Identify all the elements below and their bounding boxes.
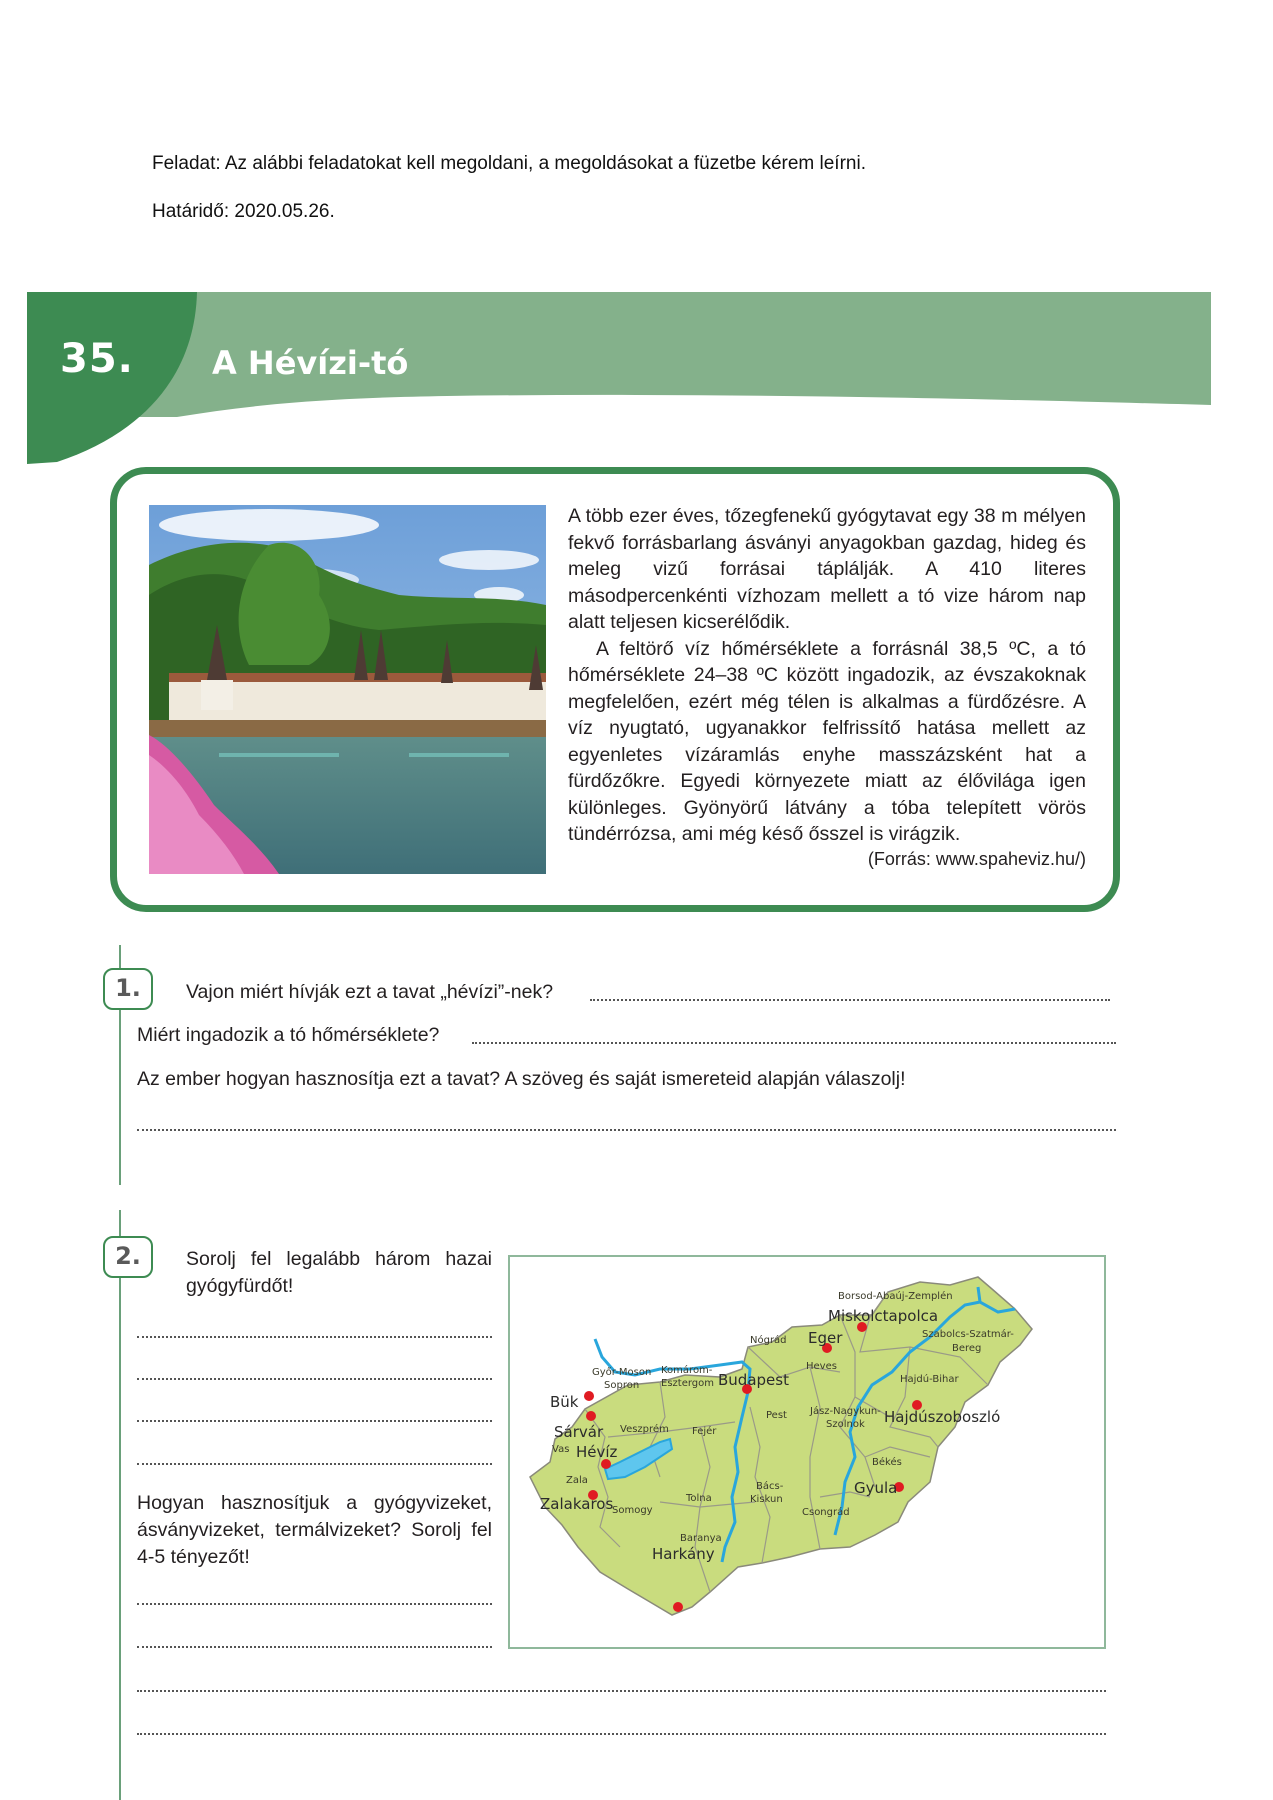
map-label-county: Borsod-Abaúj-Zemplén	[838, 1291, 953, 1302]
hungary-spa-map	[508, 1255, 1106, 1649]
map-label-county: Győr-Moson	[592, 1367, 652, 1378]
answer-line[interactable]	[137, 1420, 492, 1422]
lesson-banner	[27, 292, 1211, 467]
map-label-county: Szolnok	[826, 1419, 865, 1430]
map-label-county: Fejér	[692, 1426, 717, 1437]
map-label-county: Tolna	[686, 1493, 712, 1504]
map-label-county: Kiskun	[750, 1494, 783, 1505]
map-label-city: Sárvár	[554, 1423, 604, 1441]
answer-line[interactable]	[137, 1690, 1106, 1692]
map-label-county: Baranya	[680, 1533, 722, 1544]
exercise1-question2: Miért ingadozik a tó hőmérséklete?	[137, 1024, 440, 1046]
deadline: Határidő: 2020.05.26.	[152, 201, 335, 222]
exercise-number-badge: 2.	[103, 1236, 153, 1278]
banner-light-band	[27, 292, 1211, 417]
map-label-county: Bács-	[756, 1481, 784, 1492]
exercise2-question1: Sorolj fel legalább három hazai gyógyfürdőt!	[186, 1248, 492, 1297]
city-dot	[584, 1391, 594, 1401]
map-label-county: Jász-Nagykun-	[810, 1406, 881, 1417]
map-label-city: Eger	[808, 1329, 843, 1347]
answer-line[interactable]	[590, 999, 1110, 1001]
lesson-title: A Hévízi-tó	[212, 344, 409, 382]
exercise1-question1: Vajon miért hívják ezt a tavat „hévízi”-nek?	[186, 981, 554, 1003]
answer-line[interactable]	[137, 1646, 492, 1648]
map-label-county: Békés	[872, 1457, 902, 1468]
city-dot	[586, 1411, 596, 1421]
answer-line[interactable]	[137, 1603, 492, 1605]
map-label-city: Harkány	[652, 1545, 715, 1563]
answer-line[interactable]	[472, 1042, 1116, 1044]
map-label-city: Gyula	[854, 1479, 898, 1497]
heviz-lake-photo	[149, 505, 546, 874]
answer-line[interactable]	[137, 1336, 492, 1338]
answer-line[interactable]	[137, 1129, 1116, 1131]
map-label-city: Hévíz	[576, 1443, 618, 1461]
passage-paragraph: A feltörő víz hőmérséklete a forrásnál 38,5 ºC, a tó hőmérséklete 24–38 ºC között ingadozik, az évszakoknak megfelelően, ezért még télen is alkalmas a fürdőzésre. A víz nyugtató, ugyanakkor felfrissítő hatása mellett az egyenletes vízáramlás enyhe masszázsként hat a fürdőzőkre. Egyedi környezete miatt az élővilága igen különleges. Gyönyörű látvány a tóba telepített vörös tündérrózsa, ami még késő ősszel is virágzik.	[568, 637, 1086, 845]
answer-line[interactable]	[137, 1378, 492, 1380]
lesson-number: 35.	[60, 336, 134, 382]
reading-passage	[568, 503, 1086, 848]
map-label-city: Miskolctapolca	[828, 1307, 939, 1325]
map-label-county: Komárom-	[661, 1365, 713, 1376]
passage-paragraph: A több ezer éves, tőzegfenekű gyógytavat egy 38 m mélyen fekvő forrásbarlang ásványi anyagokban gazdag, hideg és meleg vizű forrásai táplálják. A 410 literes másodpercenkénti vízhozam mellett a tó vize három nap alatt teljesen kicserélődik.	[568, 505, 1086, 633]
map-label-city: Zalakaros	[540, 1495, 614, 1513]
exercise2-question2: Hogyan hasznosítjuk a gyógyvizeket, ásványvizeket, termálvizeket? Sorolj fel 4-5 tényezőt!	[137, 1492, 492, 1568]
map-label-county: Veszprém	[620, 1424, 669, 1435]
map-label-county: Esztergom	[661, 1378, 714, 1389]
map-label-county: Vas	[552, 1444, 570, 1455]
exercise-rail	[119, 1210, 121, 1800]
answer-line[interactable]	[137, 1733, 1106, 1735]
answer-line[interactable]	[137, 1463, 492, 1465]
exercise-number-badge: 1.	[103, 968, 153, 1010]
task-instruction: Feladat: Az alábbi feladatokat kell megoldani, a megoldásokat a füzetbe kérem leírni.	[152, 153, 866, 174]
map-label-county: Csongrád	[802, 1507, 850, 1518]
map-label-county: Hajdú-Bihar	[900, 1374, 959, 1385]
map-label-county: Szabolcs-Szatmár-	[922, 1329, 1014, 1340]
map-label-county: Bereg	[952, 1343, 982, 1354]
source-citation: (Forrás: www.spaheviz.hu/)	[867, 849, 1086, 869]
exercise1-question3: Az ember hogyan hasznosítja ezt a tavat? A szöveg és saját ismereteid alapján válaszolj!	[137, 1068, 906, 1090]
map-label-county: Heves	[806, 1361, 837, 1372]
map-label-county: Sopron	[604, 1380, 640, 1391]
city-dot	[673, 1602, 683, 1612]
map-label-city: Budapest	[718, 1371, 789, 1389]
map-label-city: Bük	[550, 1393, 579, 1411]
map-label-county: Nógrád	[750, 1335, 787, 1346]
map-label-county: Pest	[766, 1410, 787, 1421]
map-label-city: Hajdúszoboszló	[884, 1408, 1001, 1426]
map-label-county: Zala	[566, 1475, 588, 1486]
map-label-county: Somogy	[612, 1505, 653, 1516]
